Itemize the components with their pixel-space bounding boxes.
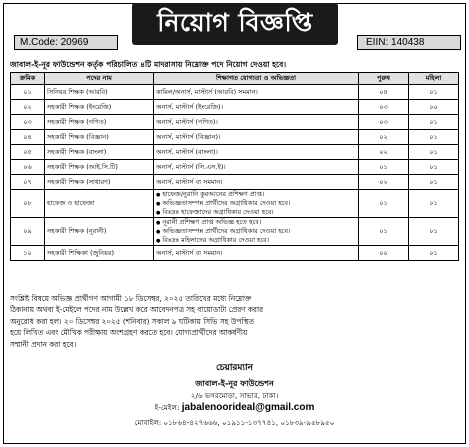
table-row — [11, 145, 459, 160]
table-row — [11, 85, 459, 100]
serial-cell: ০৩ — [11, 115, 45, 130]
male-count-cell: ০২ — [359, 130, 409, 145]
serial-cell: ০৯ — [11, 218, 45, 246]
qualification-cell: অনার্স, মাস্টার্স বা সমমান। — [154, 175, 359, 190]
qualification-cell — [154, 218, 359, 246]
qualification-bullet: ● নূরানী প্রশিক্ষণ প্রাপ্ত অভিজ্ঞ হতে হবে। — [156, 218, 356, 227]
post-cell: সিনিয়র শিক্ষক (আরবি) — [45, 85, 154, 100]
table-row — [11, 190, 459, 218]
signatory-title: চেয়ারম্যান — [216, 363, 253, 373]
header-post: পদের নাম — [45, 73, 154, 85]
organization-address: ২/৬ ভগরমোড়া, সাভার, ঢাকা। — [190, 391, 279, 400]
serial-cell: ০৫ — [11, 145, 45, 160]
serial-cell: ১০ — [11, 246, 45, 261]
vacancy-table — [10, 72, 459, 261]
qualification-cell: অনার্স, মাস্টার্স বা সমমান। — [154, 246, 359, 261]
post-cell: হাফেজ ও হাফেজা — [45, 190, 154, 218]
female-count-cell: ০১ — [409, 85, 459, 100]
eiin-code: EIIN: 140438 — [357, 35, 461, 50]
female-count-cell: ০১ — [409, 160, 459, 175]
email-label: ই-মেইল: — [154, 403, 180, 412]
serial-cell: ০৭ — [11, 175, 45, 190]
email-line — [0, 402, 469, 415]
female-count-cell: ০১ — [409, 145, 459, 160]
male-count-cell: ০১ — [359, 160, 409, 175]
qualification-cell: কামিল/অনার্স, মাস্টার্স (আরবি) সমমান। — [154, 85, 359, 100]
instruction-line: সম্মানী প্রদান করা হবে। — [10, 339, 77, 349]
serial-cell: ০৪ — [11, 130, 45, 145]
instruction-line: হয়ে লিখিত এবং মৌখিক পরীক্ষায় অংশগ্রহণ করতে হবে। যোগ্যপ্রার্থীদের আকর্ষণীয় — [10, 328, 248, 338]
male-count-cell: ০৩ — [359, 100, 409, 115]
post-cell: সহকারী শিক্ষক (বিজ্ঞান) — [45, 130, 154, 145]
female-count-cell: ০১ — [409, 175, 459, 190]
post-cell: সহকারী শিক্ষক (গণিত) — [45, 115, 154, 130]
post-cell: সহকারী শিক্ষক (বাংলা) — [45, 145, 154, 160]
notice-title: নিয়োগ বিজ্ঞপ্তি — [132, 3, 338, 45]
qualification-cell — [154, 190, 359, 218]
post-cell: সহকারী শিক্ষক (ইংরেজি) — [45, 100, 154, 115]
qualification-cell: অনার্স, মাস্টার্স (সি.এস.ই)। — [154, 160, 359, 175]
instruction-line: সংশ্লিষ্ট বিষয়ে অভিজ্ঞ প্রার্থীগণ আগামী ১৮ ডিসেম্বর, ২০২৫ তারিখের মধ্যে নিম্নোক্ত — [10, 294, 252, 303]
female-count-cell: ০১ — [409, 218, 459, 246]
header-qualification: শিক্ষাগত যোগ্যতা ও অভিজ্ঞতা — [154, 73, 359, 85]
female-count-cell: ০১ — [409, 190, 459, 218]
table-row — [11, 175, 459, 190]
qualification-bullet: ● অভিজ্ঞতাসম্পন্ন প্রার্থীদের অগ্রাধিকার দেওয়া হবে। — [156, 199, 356, 208]
post-cell: সহকারী শিক্ষিকা (জুনিয়র) — [45, 246, 154, 261]
qualification-cell: অনার্স, মাস্টার্স (গণিত)। — [154, 115, 359, 130]
header-male: পুরুষ — [359, 73, 409, 85]
phone-numbers: মোবাইল: ০১৮৬৪-৪২৭৬৬৬, ০১৯১১-১৩৭৭৪১, ০১৮৩৯-৯৫৮৯৫০ — [134, 418, 335, 427]
qualification-cell: অনার্স, মাস্টার্স (বিজ্ঞান)। — [154, 130, 359, 145]
serial-cell: ০৮ — [11, 190, 45, 218]
male-count-cell: ০১ — [359, 190, 409, 218]
instruction-line: অনুরোধ করা হল। ২০ ডিসেম্বর ২০২৫ (শনিবার) সকাল ৯ ঘটিকায় সিভি সহ উপস্থিত — [10, 316, 254, 326]
post-cell: সহকারী শিক্ষক (নূরানী) — [45, 218, 154, 246]
madrasa-code: M.Code: 20969 — [14, 35, 118, 50]
qualification-cell: অনার্স, মাস্টার্স (ইংরেজি)। — [154, 100, 359, 115]
table-row — [11, 115, 459, 130]
male-count-cell: ০১ — [359, 218, 409, 246]
serial-cell: ০১ — [11, 85, 45, 100]
serial-cell: ০২ — [11, 100, 45, 115]
qualification-bullet: ● বিঃদ্রঃ হাফেজাদের অগ্রাধিকার দেওয়া হবে। — [156, 208, 356, 217]
female-count-cell: ০১ — [409, 130, 459, 145]
application-instructions — [10, 293, 458, 350]
table-row — [11, 246, 459, 261]
email-address[interactable]: jabalenoorideal@gmail.com — [181, 402, 315, 413]
qualification-bullet: ● অভিজ্ঞতাসম্পন্ন প্রার্থীদের অগ্রাধিকার দেওয়া হবে। — [156, 227, 356, 236]
male-count-cell: ০২ — [359, 175, 409, 190]
female-count-cell: ০০ — [409, 100, 459, 115]
header-female: মহিলা — [409, 73, 459, 85]
male-count-cell: ০০ — [359, 246, 409, 261]
table-row — [11, 100, 459, 115]
table-row — [11, 160, 459, 175]
table-header-row — [11, 73, 459, 85]
serial-cell: ০৬ — [11, 160, 45, 175]
male-count-cell: ০৪ — [359, 85, 409, 100]
vacancy-rows — [11, 85, 459, 261]
qualification-bullet: ● বিঃদ্রঃ মহিলাদের অগ্রাধিকার দেওয়া হবে। — [156, 236, 356, 245]
male-count-cell: ০৩ — [359, 115, 409, 130]
male-count-cell: ০২ — [359, 145, 409, 160]
qualification-cell: অনার্স, মাস্টার্স (বাংলা)। — [154, 145, 359, 160]
post-cell: সহকারী শিক্ষক (আই.সি.টি) — [45, 160, 154, 175]
instruction-line: ঠিকানায় অথবা ই-মেইলে পদের নাম উল্লেখ করে আবেদনপত্র সহ বায়োডাটা প্রেরণ করার — [10, 305, 264, 315]
header-serial: ক্রমিক — [11, 73, 45, 85]
table-row — [11, 218, 459, 246]
organization-name: জাবাল-ই-নূর ফাউন্ডেশন — [195, 379, 274, 388]
post-cell: সহকারী শিক্ষক (সাধারণ) — [45, 175, 154, 190]
table-row — [11, 130, 459, 145]
intro-line: জাবাল-ই-নূর ফাউন্ডেশন কর্তৃক পরিচালিত ৪টি মাদরাসায় নিম্নোক্ত পদে নিয়োগ দেওয়া হবে। — [10, 60, 287, 69]
female-count-cell: ০১ — [409, 246, 459, 261]
female-count-cell: ০১ — [409, 115, 459, 130]
qualification-bullet: ● হাফেজ/নুরানি কুরআনের প্রশিক্ষণ প্রাপ্ত। — [156, 190, 356, 199]
